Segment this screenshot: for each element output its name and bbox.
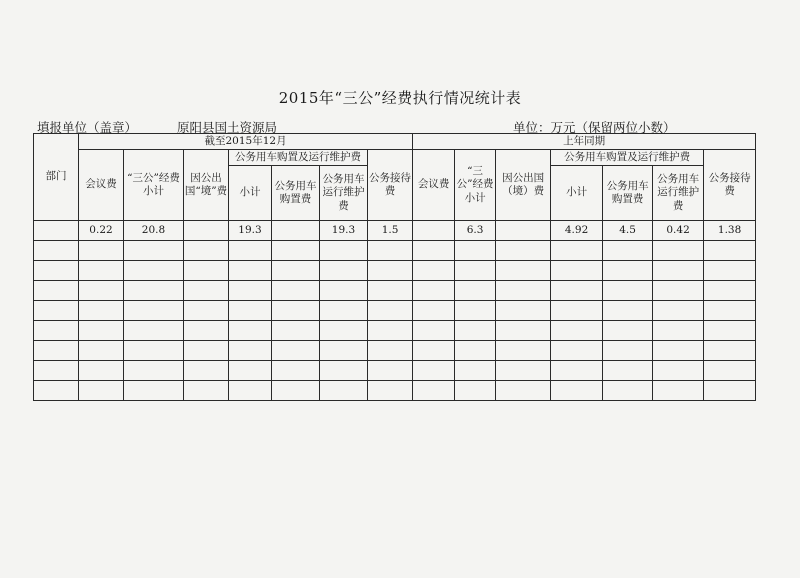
unit-note: 单位：万元（保留两位小数） [513,120,676,135]
empty-row [34,261,756,281]
filler-label: 填报单位（盖章） [37,120,138,135]
cell-cur-abroad [184,221,229,241]
empty-cell [368,301,413,321]
empty-cell [124,261,184,281]
empty-cell [184,301,229,321]
empty-cell [413,281,455,301]
empty-cell [455,381,496,401]
period-prior-header: 上年同期 [413,134,756,150]
cell-cur-meeting: 0.22 [79,221,124,241]
empty-cell [184,241,229,261]
cell-pri-sangong: 6.3 [455,221,496,241]
empty-cell [79,381,124,401]
col-header-dept: 部门 [34,134,79,221]
empty-cell [320,281,368,301]
col-header-cur-meeting: 会议费 [79,150,124,221]
empty-cell [455,261,496,281]
empty-cell [79,281,124,301]
empty-cell [704,381,756,401]
cell-cur-reception: 1.5 [368,221,413,241]
empty-cell [496,341,551,361]
cell-dept [34,221,79,241]
cell-cur-subtotal: 19.3 [229,221,272,241]
empty-cell [184,261,229,281]
empty-cell [496,241,551,261]
empty-cell [320,341,368,361]
empty-cell [496,261,551,281]
col-group-cur-vehicle: 公务用车购置及运行维护费 [229,150,368,166]
empty-cell [34,281,79,301]
empty-cell [124,321,184,341]
filler-unit-name: 原阳县国土资源局 [177,120,278,135]
empty-cell [34,321,79,341]
empty-row [34,301,756,321]
empty-cell [368,361,413,381]
empty-cell [496,281,551,301]
empty-cell [229,301,272,321]
cell-pri-subtotal: 4.92 [551,221,603,241]
empty-cell [551,261,603,281]
empty-cell [229,281,272,301]
empty-cell [368,341,413,361]
empty-cell [34,341,79,361]
empty-row [34,361,756,381]
empty-row [34,321,756,341]
empty-cell [704,261,756,281]
empty-cell [124,341,184,361]
empty-cell [496,361,551,381]
empty-row [34,241,756,261]
empty-cell [79,301,124,321]
empty-cell [368,261,413,281]
empty-cell [229,261,272,281]
empty-cell [79,261,124,281]
empty-cell [79,341,124,361]
empty-row [34,341,756,361]
empty-cell [603,241,653,261]
empty-cell [496,381,551,401]
empty-cell [455,321,496,341]
empty-cell [603,321,653,341]
empty-cell [34,381,79,401]
empty-cell [320,361,368,381]
empty-cell [124,301,184,321]
header-row-periods [34,134,756,150]
col-header-cur-sangong: “三公”经费小计 [124,150,184,221]
empty-cell [653,241,704,261]
col-header-cur-reception: 公务接待费 [368,150,413,221]
col-header-pri-meeting: 会议费 [413,150,455,221]
header-row-groups [34,150,756,166]
empty-cell [272,301,320,321]
empty-cell [229,321,272,341]
cell-pri-meeting [413,221,455,241]
empty-cell [320,321,368,341]
empty-cell [184,341,229,361]
empty-cell [413,261,455,281]
empty-cell [184,381,229,401]
empty-cell [368,281,413,301]
col-header-pri-purchase: 公务用车购置费 [603,166,653,221]
empty-cell [320,301,368,321]
col-header-cur-operation: 公务用车运行维护费 [320,166,368,221]
empty-cell [653,321,704,341]
empty-cell [320,241,368,261]
cell-cur-purchase [272,221,320,241]
empty-cell [320,261,368,281]
empty-cell [229,381,272,401]
empty-cell [455,241,496,261]
empty-cell [551,301,603,321]
empty-cell [184,361,229,381]
empty-cell [184,321,229,341]
empty-cell [551,361,603,381]
col-header-pri-abroad: 因公出国（境）费 [496,150,551,221]
empty-cell [603,361,653,381]
col-header-pri-sangong: “三公”经费小计 [455,150,496,221]
empty-cell [320,381,368,401]
empty-cell [653,301,704,321]
table-row [34,221,756,241]
empty-cell [455,341,496,361]
page-title: 2015年“三公”经费执行情况统计表 [278,89,522,107]
empty-cell [704,361,756,381]
empty-cell [124,361,184,381]
empty-cell [653,361,704,381]
empty-cell [704,341,756,361]
empty-cell [413,301,455,321]
empty-cell [368,241,413,261]
col-header-pri-operation: 公务用车运行维护费 [653,166,704,221]
col-header-cur-abroad: 因公出国“境”费 [184,150,229,221]
cell-pri-operation: 0.42 [653,221,704,241]
cell-pri-abroad [496,221,551,241]
empty-cell [124,281,184,301]
empty-cell [551,281,603,301]
empty-cell [124,381,184,401]
empty-cell [603,341,653,361]
empty-cell [413,361,455,381]
empty-cell [368,381,413,401]
empty-cell [551,341,603,361]
empty-cell [413,241,455,261]
empty-cell [653,281,704,301]
empty-cell [272,381,320,401]
col-group-pri-vehicle: 公务用车购置及运行维护费 [551,150,704,166]
empty-cell [496,321,551,341]
empty-cell [603,301,653,321]
cell-pri-purchase: 4.5 [603,221,653,241]
empty-cell [124,241,184,261]
col-header-cur-purchase: 公务用车购置费 [272,166,320,221]
empty-row [34,281,756,301]
empty-cell [79,321,124,341]
empty-row [34,381,756,401]
expense-table [33,133,756,401]
empty-cell [413,381,455,401]
empty-cell [704,301,756,321]
empty-cell [496,301,551,321]
empty-cell [34,241,79,261]
period-current-header: 截至2015年12月 [79,134,413,150]
empty-cell [455,281,496,301]
empty-cell [603,381,653,401]
empty-cell [272,321,320,341]
empty-cell [368,321,413,341]
cell-cur-sangong: 20.8 [124,221,184,241]
empty-cell [79,361,124,381]
empty-cell [272,261,320,281]
empty-cell [551,241,603,261]
cell-pri-reception: 1.38 [704,221,756,241]
empty-cell [551,381,603,401]
col-header-pri-reception: 公务接待费 [704,150,756,221]
empty-cell [455,361,496,381]
empty-cell [704,241,756,261]
col-header-pri-subtotal: 小计 [551,166,603,221]
empty-cell [653,341,704,361]
empty-cell [34,301,79,321]
empty-cell [653,261,704,281]
empty-cell [184,281,229,301]
empty-cell [34,361,79,381]
empty-cell [413,321,455,341]
empty-cell [603,261,653,281]
empty-cell [704,321,756,341]
empty-cell [229,341,272,361]
empty-cell [229,241,272,261]
empty-cell [229,361,272,381]
empty-cell [551,321,603,341]
empty-cell [34,261,79,281]
empty-cell [272,241,320,261]
empty-cell [603,281,653,301]
empty-cell [704,281,756,301]
empty-cell [272,361,320,381]
empty-cell [653,381,704,401]
empty-cell [79,241,124,261]
empty-cell [455,301,496,321]
col-header-cur-subtotal: 小计 [229,166,272,221]
empty-cell [272,341,320,361]
cell-cur-operation: 19.3 [320,221,368,241]
empty-cell [413,341,455,361]
empty-cell [272,281,320,301]
